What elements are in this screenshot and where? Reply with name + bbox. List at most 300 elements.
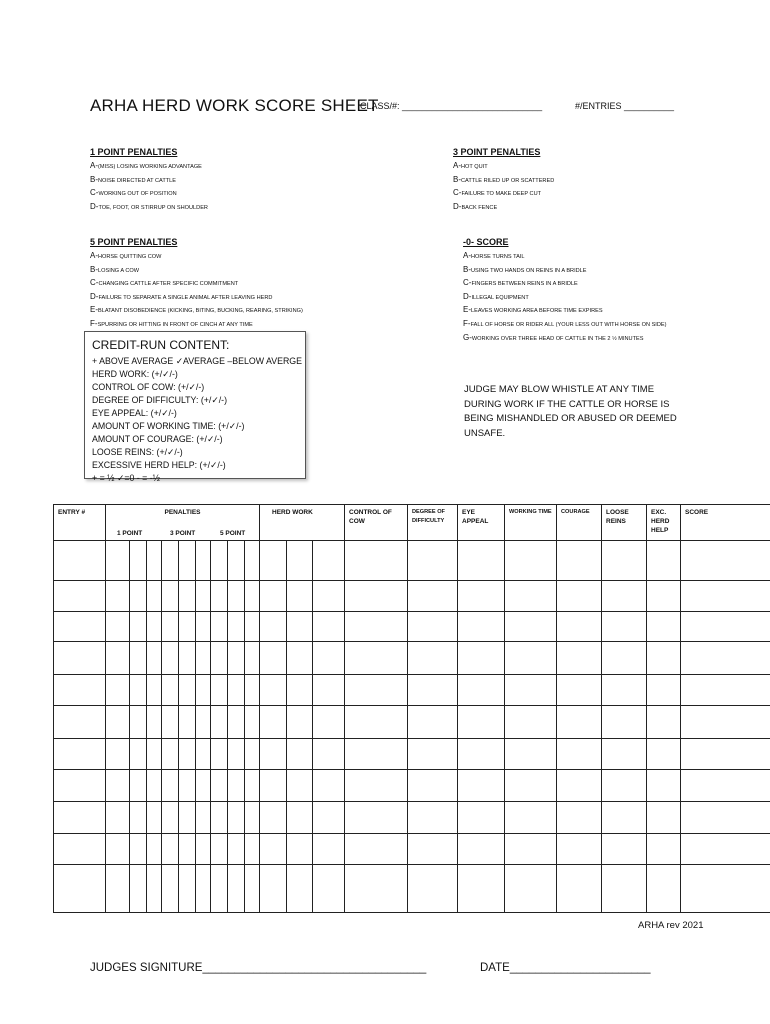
- entry-cell[interactable]: [162, 612, 179, 642]
- entry-cell[interactable]: [147, 865, 162, 913]
- penalty-text: LEAVES WORKING AREA BEFORE TIME EXPIRES: [471, 308, 603, 315]
- entry-cell[interactable]: [147, 770, 162, 802]
- penalty-letter: A-: [90, 251, 98, 260]
- penalty-letter: E-: [90, 305, 98, 315]
- penalties-header: [106, 505, 260, 541]
- entry-cell[interactable]: [147, 834, 162, 865]
- entry-cell[interactable]: [228, 706, 245, 739]
- entry-cell[interactable]: [260, 706, 287, 739]
- penalty-letter: C-: [463, 278, 472, 288]
- entry-cell[interactable]: [260, 612, 287, 642]
- score-header: SCORE: [681, 505, 770, 541]
- entry-cell[interactable]: [147, 739, 162, 770]
- entry-cell[interactable]: [602, 541, 647, 581]
- entry-cell[interactable]: [228, 802, 245, 834]
- entry-cell[interactable]: [54, 802, 106, 834]
- entry-cell[interactable]: [557, 642, 602, 675]
- entry-cell[interactable]: [505, 834, 557, 865]
- entry-cell[interactable]: [211, 770, 228, 802]
- penalty-item: [90, 291, 303, 305]
- entry-cell[interactable]: [647, 581, 681, 612]
- entry-cell[interactable]: [313, 802, 345, 834]
- entry-cell[interactable]: [458, 541, 505, 581]
- entry-cell[interactable]: [602, 770, 647, 802]
- entry-cell[interactable]: [557, 541, 602, 581]
- entry-cell[interactable]: [179, 834, 196, 865]
- entry-cell[interactable]: [505, 612, 557, 642]
- entry-cell[interactable]: [130, 802, 147, 834]
- entry-cell[interactable]: [147, 642, 162, 675]
- entry-cell[interactable]: [408, 865, 458, 913]
- entry-cell[interactable]: [602, 739, 647, 770]
- entry-cell[interactable]: [179, 675, 196, 706]
- entry-cell[interactable]: [211, 612, 228, 642]
- entry-cell[interactable]: [602, 581, 647, 612]
- entry-cell[interactable]: [681, 706, 770, 739]
- entry-cell[interactable]: [681, 770, 770, 802]
- entry-cell[interactable]: [162, 770, 179, 802]
- entry-cell[interactable]: [408, 706, 458, 739]
- entry-cell[interactable]: [557, 770, 602, 802]
- entry-cell[interactable]: [162, 865, 179, 913]
- entry-cell[interactable]: [602, 612, 647, 642]
- entry-cell[interactable]: [147, 802, 162, 834]
- penalty-item: [463, 332, 666, 346]
- entry-cell[interactable]: [147, 706, 162, 739]
- entry-cell[interactable]: [147, 541, 162, 581]
- entry-row: [54, 642, 770, 675]
- entry-cell[interactable]: [602, 675, 647, 706]
- entry-cell[interactable]: [345, 770, 408, 802]
- entry-cell[interactable]: [196, 612, 211, 642]
- entry-cell[interactable]: [54, 612, 106, 642]
- entry-cell[interactable]: [130, 612, 147, 642]
- entry-cell[interactable]: [162, 581, 179, 612]
- entry-cell[interactable]: [505, 642, 557, 675]
- entry-cell[interactable]: [211, 642, 228, 675]
- entry-cell[interactable]: [54, 541, 106, 581]
- entry-cell[interactable]: [245, 834, 260, 865]
- penalty-text: CATTLE RILED UP OR SCATTERED: [461, 177, 555, 184]
- entry-cell[interactable]: [228, 612, 245, 642]
- eye-appeal-header: EYE APPEAL: [458, 505, 505, 541]
- entry-cell[interactable]: [408, 770, 458, 802]
- entry-cell[interactable]: [260, 675, 287, 706]
- credit-line: + = ½ ✓=0 - = -½: [92, 473, 161, 483]
- entry-cell[interactable]: [260, 770, 287, 802]
- credit-line: LOOSE REINS: (+/✓/-): [92, 447, 183, 457]
- entry-cell[interactable]: [196, 834, 211, 865]
- entry-cell[interactable]: [228, 865, 245, 913]
- entry-cell[interactable]: [647, 739, 681, 770]
- five-point-penalties: [90, 237, 303, 332]
- credit-line: DEGREE OF DIFFICULTY: (+/✓/-): [92, 395, 228, 405]
- credit-line: HERD WORK: (+/✓/-): [92, 369, 178, 379]
- entry-cell[interactable]: [196, 739, 211, 770]
- entry-cell[interactable]: [196, 865, 211, 913]
- entry-cell[interactable]: [228, 739, 245, 770]
- entry-cell[interactable]: [287, 675, 313, 706]
- penalty-letter: B-: [453, 174, 461, 184]
- one-point-list: [90, 160, 208, 214]
- credit-run-lines: [92, 355, 303, 485]
- entry-cell[interactable]: [408, 642, 458, 675]
- entry-cell[interactable]: [505, 770, 557, 802]
- entry-cell[interactable]: [196, 581, 211, 612]
- date-line[interactable]: DATE______________________: [480, 962, 651, 974]
- entry-cell[interactable]: [228, 642, 245, 675]
- zero-score-list: [463, 250, 666, 345]
- entry-cell[interactable]: [313, 642, 345, 675]
- entry-cell[interactable]: [458, 581, 505, 612]
- five-point-list: [90, 250, 303, 332]
- entry-cell[interactable]: [681, 541, 770, 581]
- entry-cell[interactable]: [260, 834, 287, 865]
- entry-cell[interactable]: [287, 706, 313, 739]
- entry-cell[interactable]: [345, 834, 408, 865]
- penalty-text: HOT QUIT: [461, 164, 488, 170]
- penalty-letter: C-: [90, 278, 99, 288]
- penalties-header-label: PENALTIES: [164, 509, 201, 516]
- entry-cell[interactable]: [245, 642, 260, 675]
- entry-cell[interactable]: [130, 541, 147, 581]
- entry-cell[interactable]: [196, 642, 211, 675]
- entry-cell[interactable]: [602, 642, 647, 675]
- entry-cell[interactable]: [287, 739, 313, 770]
- entry-cell[interactable]: [287, 541, 313, 581]
- entry-cell[interactable]: [106, 706, 130, 739]
- working-time-header: WORKING TIME: [505, 505, 557, 541]
- entry-cell[interactable]: [602, 865, 647, 913]
- penalty-letter: D-: [90, 201, 99, 211]
- entry-cell[interactable]: [458, 612, 505, 642]
- entry-cell[interactable]: [106, 834, 130, 865]
- entry-cell[interactable]: [557, 834, 602, 865]
- penalty-item: [453, 174, 554, 188]
- entry-cell[interactable]: [245, 706, 260, 739]
- penalty-item: [90, 318, 303, 332]
- entry-row: [54, 834, 770, 865]
- entry-cell[interactable]: [408, 802, 458, 834]
- entry-cell[interactable]: [287, 802, 313, 834]
- entry-cell[interactable]: [313, 581, 345, 612]
- entry-cell[interactable]: [313, 834, 345, 865]
- entry-cell[interactable]: [228, 834, 245, 865]
- entry-cell[interactable]: [106, 675, 130, 706]
- entry-cell[interactable]: [106, 581, 130, 612]
- entry-row: [54, 581, 770, 612]
- entry-cell[interactable]: [54, 770, 106, 802]
- entry-cell[interactable]: [681, 581, 770, 612]
- entry-cell[interactable]: [345, 706, 408, 739]
- entry-cell[interactable]: [602, 834, 647, 865]
- zero-score-heading: -0- SCORE: [463, 237, 509, 247]
- entry-cell[interactable]: [647, 675, 681, 706]
- score-table: [53, 504, 770, 913]
- entry-cell[interactable]: [345, 581, 408, 612]
- entry-cell[interactable]: [179, 739, 196, 770]
- entry-cell[interactable]: [408, 739, 458, 770]
- penalty-text: TOE, FOOT, OR STIRRUP ON SHOULDER: [98, 204, 208, 211]
- entry-cell[interactable]: [287, 581, 313, 612]
- entry-cell[interactable]: [54, 865, 106, 913]
- entry-cell[interactable]: [179, 865, 196, 913]
- judge-whistle-note: JUDGE MAY BLOW WHISTLE AT ANY TIME DURING WORK IF THE CATTLE OR HORSE IS BEING MISHANDLED OR ABUSED OR DEEMED UNSAFE.: [464, 384, 677, 439]
- entry-cell[interactable]: [106, 739, 130, 770]
- entry-cell[interactable]: [287, 612, 313, 642]
- entry-cell[interactable]: [681, 865, 770, 913]
- entry-cell[interactable]: [179, 612, 196, 642]
- entry-cell[interactable]: [505, 675, 557, 706]
- entry-cell[interactable]: [260, 739, 287, 770]
- entry-cell[interactable]: [147, 612, 162, 642]
- entry-cell[interactable]: [408, 675, 458, 706]
- entry-cell[interactable]: [245, 541, 260, 581]
- entry-cell[interactable]: [130, 739, 147, 770]
- entry-cell[interactable]: [557, 581, 602, 612]
- entry-cell[interactable]: [313, 612, 345, 642]
- entry-cell[interactable]: [211, 834, 228, 865]
- entry-cell[interactable]: [313, 865, 345, 913]
- entry-cell[interactable]: [179, 706, 196, 739]
- entry-cell[interactable]: [345, 541, 408, 581]
- entry-cell[interactable]: [602, 706, 647, 739]
- entry-cell[interactable]: [505, 865, 557, 913]
- class-field[interactable]: CLASS/#: ____________________________: [360, 101, 543, 111]
- entry-cell[interactable]: [647, 834, 681, 865]
- entry-cell[interactable]: [345, 865, 408, 913]
- entry-cell[interactable]: [162, 642, 179, 675]
- penalty-text: FALL OF HORSE OR RIDER ALL (YOUR LESS OUT WITH HORSE ON SIDE): [470, 321, 667, 328]
- entry-cell[interactable]: [228, 541, 245, 581]
- entry-cell[interactable]: [245, 581, 260, 612]
- entry-cell[interactable]: [196, 541, 211, 581]
- penalty-text: LOSING A COW: [98, 267, 140, 274]
- entry-cell[interactable]: [260, 642, 287, 675]
- entry-cell[interactable]: [681, 675, 770, 706]
- entry-cell[interactable]: [313, 739, 345, 770]
- loose-reins-header: LOOSE REINS: [602, 505, 647, 541]
- entry-cell[interactable]: [647, 706, 681, 739]
- entry-cell[interactable]: [162, 675, 179, 706]
- entry-cell[interactable]: [228, 675, 245, 706]
- entry-cell[interactable]: [313, 706, 345, 739]
- entries-field[interactable]: #/ENTRIES __________: [575, 101, 675, 111]
- entry-cell[interactable]: [196, 706, 211, 739]
- credit-line: EYE APPEAL: (+/✓/-): [92, 408, 177, 418]
- entry-cell[interactable]: [245, 802, 260, 834]
- entry-cell[interactable]: [147, 675, 162, 706]
- entry-cell[interactable]: [647, 865, 681, 913]
- entry-cell[interactable]: [408, 834, 458, 865]
- entry-cell[interactable]: [106, 802, 130, 834]
- entry-cell[interactable]: [408, 541, 458, 581]
- entry-cell[interactable]: [211, 581, 228, 612]
- zero-score-penalties: [463, 237, 666, 345]
- entry-cell[interactable]: [179, 802, 196, 834]
- entry-cell[interactable]: [245, 612, 260, 642]
- entry-cell[interactable]: [130, 770, 147, 802]
- entry-cell[interactable]: [179, 581, 196, 612]
- entry-cell[interactable]: [681, 739, 770, 770]
- entry-cell[interactable]: [245, 739, 260, 770]
- entry-cell[interactable]: [681, 834, 770, 865]
- entry-cell[interactable]: [147, 581, 162, 612]
- entry-cell[interactable]: [458, 865, 505, 913]
- entry-cell[interactable]: [287, 865, 313, 913]
- entry-cell[interactable]: [54, 581, 106, 612]
- entry-cell[interactable]: [54, 834, 106, 865]
- entry-cell[interactable]: [345, 802, 408, 834]
- entry-cell[interactable]: [211, 802, 228, 834]
- entry-cell[interactable]: [557, 739, 602, 770]
- entry-cell[interactable]: [260, 865, 287, 913]
- entry-cell[interactable]: [681, 802, 770, 834]
- entry-row: [54, 739, 770, 770]
- entry-cell[interactable]: [196, 802, 211, 834]
- three-point-penalties: [453, 147, 554, 214]
- entry-cell[interactable]: [345, 675, 408, 706]
- entry-cell[interactable]: [287, 642, 313, 675]
- entry-cell[interactable]: [345, 612, 408, 642]
- entry-row: [54, 770, 770, 802]
- entry-cell[interactable]: [458, 802, 505, 834]
- entry-cell[interactable]: [647, 642, 681, 675]
- entry-cell[interactable]: [196, 675, 211, 706]
- penalty-item: [463, 291, 666, 305]
- entry-cell[interactable]: [458, 770, 505, 802]
- entry-cell[interactable]: [130, 834, 147, 865]
- entry-cell[interactable]: [179, 642, 196, 675]
- entry-cell[interactable]: [54, 706, 106, 739]
- entry-cell[interactable]: [162, 739, 179, 770]
- entry-cell[interactable]: [505, 581, 557, 612]
- penalty-item: [90, 250, 303, 264]
- judge-signature-line[interactable]: JUDGES SIGNITURE___________________________________: [90, 962, 427, 974]
- entry-cell[interactable]: [647, 541, 681, 581]
- entry-cell[interactable]: [106, 612, 130, 642]
- penalty-text: WORKING OUT OF POSITION: [98, 191, 177, 198]
- entry-cell[interactable]: [245, 770, 260, 802]
- entry-cell[interactable]: [245, 865, 260, 913]
- credit-line: CONTROL OF COW: (+/✓/-): [92, 382, 205, 392]
- entry-cell[interactable]: [647, 802, 681, 834]
- entry-cell[interactable]: [130, 865, 147, 913]
- entry-cell[interactable]: [179, 770, 196, 802]
- entry-cell[interactable]: [505, 541, 557, 581]
- entry-cell[interactable]: [557, 706, 602, 739]
- entry-row: [54, 541, 770, 581]
- entry-cell[interactable]: [130, 581, 147, 612]
- entry-cell[interactable]: [54, 739, 106, 770]
- entry-cell[interactable]: [196, 770, 211, 802]
- entry-cell[interactable]: [211, 541, 228, 581]
- one-point-col-header: 1 POINT: [117, 530, 143, 537]
- entry-cell[interactable]: [106, 865, 130, 913]
- entry-cell[interactable]: [211, 706, 228, 739]
- credit-line: + ABOVE AVERAGE ✓AVERAGE –BELOW AVERGE: [92, 356, 303, 366]
- header-row: [54, 505, 770, 541]
- five-point-col-header: 5 POINT: [220, 530, 246, 537]
- entry-cell[interactable]: [106, 642, 130, 675]
- entry-cell[interactable]: [681, 612, 770, 642]
- entry-cell[interactable]: [458, 834, 505, 865]
- penalty-letter: D-: [453, 201, 462, 211]
- entry-cell[interactable]: [228, 770, 245, 802]
- entry-cell[interactable]: [505, 802, 557, 834]
- penalty-item: [463, 318, 666, 332]
- entry-cell[interactable]: [130, 675, 147, 706]
- entry-cell[interactable]: [54, 642, 106, 675]
- entry-cell[interactable]: [260, 541, 287, 581]
- penalty-text: BLATANT DISOBEDIENCE (KICKING, BITING, BUCKING, REARING, STRIKING): [98, 308, 303, 315]
- entry-cell[interactable]: [557, 612, 602, 642]
- entry-cell[interactable]: [179, 541, 196, 581]
- entry-cell[interactable]: [162, 706, 179, 739]
- entry-cell[interactable]: [557, 802, 602, 834]
- entry-cell[interactable]: [345, 642, 408, 675]
- entry-cell[interactable]: [505, 706, 557, 739]
- credit-line: AMOUNT OF COURAGE: (+/✓/-): [92, 434, 223, 444]
- entry-cell[interactable]: [313, 675, 345, 706]
- entry-cell[interactable]: [313, 770, 345, 802]
- penalty-item: [463, 304, 666, 318]
- entry-cell[interactable]: [313, 541, 345, 581]
- entry-row: [54, 706, 770, 739]
- entry-cell[interactable]: [130, 706, 147, 739]
- entry-cell[interactable]: [408, 612, 458, 642]
- entry-cell[interactable]: [162, 541, 179, 581]
- entry-cell[interactable]: [245, 675, 260, 706]
- entry-cell[interactable]: [647, 770, 681, 802]
- entry-cell[interactable]: [54, 675, 106, 706]
- entry-cell[interactable]: [345, 739, 408, 770]
- entry-cell[interactable]: [228, 581, 245, 612]
- entry-cell[interactable]: [260, 581, 287, 612]
- entry-cell[interactable]: [408, 581, 458, 612]
- entry-cell[interactable]: [106, 770, 130, 802]
- entry-cell[interactable]: [211, 739, 228, 770]
- entry-cell[interactable]: [458, 706, 505, 739]
- penalty-text: USING TWO HANDS ON REINS IN A BRIDLE: [471, 267, 587, 274]
- entry-cell[interactable]: [458, 739, 505, 770]
- entry-cell[interactable]: [287, 834, 313, 865]
- entry-cell[interactable]: [557, 865, 602, 913]
- entry-cell[interactable]: [130, 642, 147, 675]
- entry-cell[interactable]: [557, 675, 602, 706]
- entry-cell[interactable]: [162, 834, 179, 865]
- credit-line: EXCESSIVE HERD HELP: (+/✓/-): [92, 460, 226, 470]
- three-point-col-header: 3 POINT: [170, 530, 196, 537]
- penalty-item: [90, 174, 208, 188]
- entry-cell[interactable]: [211, 675, 228, 706]
- entry-cell[interactable]: [647, 612, 681, 642]
- entry-cell[interactable]: [505, 739, 557, 770]
- entry-cell[interactable]: [681, 642, 770, 675]
- entry-cell[interactable]: [211, 865, 228, 913]
- revision-label: ARHA rev 2021: [638, 920, 704, 931]
- penalty-item: [90, 277, 303, 291]
- entry-cell[interactable]: [162, 802, 179, 834]
- control-of-cow-header: CONTROL OF COW: [345, 505, 408, 541]
- entry-cell[interactable]: [458, 642, 505, 675]
- penalty-item: [90, 264, 303, 278]
- entry-cell[interactable]: [458, 675, 505, 706]
- entry-cell[interactable]: [287, 770, 313, 802]
- entry-cell[interactable]: [260, 802, 287, 834]
- entry-cell[interactable]: [602, 802, 647, 834]
- entry-cell[interactable]: [106, 541, 130, 581]
